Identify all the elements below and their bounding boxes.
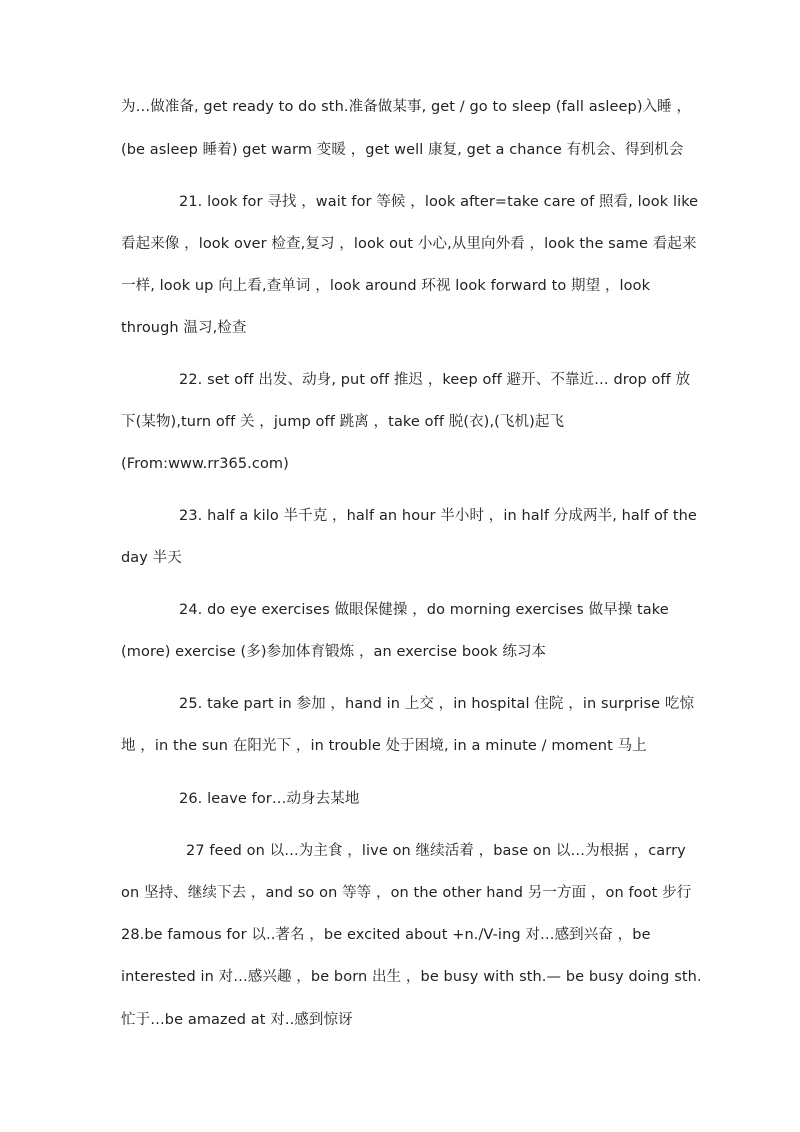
text-line: day 半天	[121, 550, 182, 566]
text-line: through 温习,检查	[121, 320, 247, 336]
text-line: (be asleep 睡着) get warm 变暖 ，get well 康复, get a chance 有机会、得到机会	[121, 142, 684, 158]
item-21-line: 21. look for 寻找 ，wait for 等候 ，look after=take care of 照看, look like	[179, 194, 699, 210]
text-line: interested in 对…感兴趣 ，be born 出生 ，be busy with sth.— be busy doing sth.	[121, 969, 702, 985]
item-25-line: 25. take part in 参加 ，hand in 上交 ，in hospital 住院 ，in surprise 吃惊	[179, 696, 695, 712]
item-23-line: 23. half a kilo 半千克 ，half an hour 半小时 ，in half 分成两半, half of the	[179, 508, 697, 524]
text-line: 忙于…be amazed at 对..感到惊讶	[121, 1012, 353, 1028]
text-line: on 坚持、继续下去 ，and so on 等等 ，on the other hand 另一方面 ，on foot 步行	[121, 885, 692, 901]
item-27-line: 27 feed on 以…为主食 ，live on 继续活着 ，base on 以…为根据 ，carry	[186, 843, 686, 859]
text-line: 地 ，in the sun 在阳光下 ，in trouble 处于困境, in a minute / moment 马上	[121, 738, 647, 754]
text-line: 下(某物),turn off 关 ，jump off 跳离 ，take off 脱(衣),(飞机)起飞	[121, 414, 565, 430]
text-line: 一样, look up 向上看,查单词 ，look around 环视 look forward to 期望 ，look	[121, 278, 651, 294]
text-line: 为…做准备, get ready to do sth.准备做某事, get / go to sleep (fall asleep)入睡 ，	[121, 99, 692, 115]
text-line: 看起来像 ，look over 检查,复习 ，look out 小心,从里向外看 ，look the same 看起来	[121, 236, 697, 252]
item-22-line: 22. set off 出发、动身, put off 推迟 ，keep off 避开、不靠近… drop off 放	[179, 372, 691, 388]
text-line: (more) exercise (多)参加体育锻炼 ，an exercise book 练习本	[121, 644, 547, 660]
item-28-line: 28.be famous for 以..著名 ，be excited about +n./V-ing 对…感到兴奋 ，be	[121, 927, 651, 943]
item-26-line: 26. leave for…动身去某地	[179, 791, 360, 807]
source-line: (From:www.rr365.com)	[121, 456, 289, 472]
item-24-line: 24. do eye exercises 做眼保健操 ，do morning exercises 做早操 take	[179, 602, 669, 618]
